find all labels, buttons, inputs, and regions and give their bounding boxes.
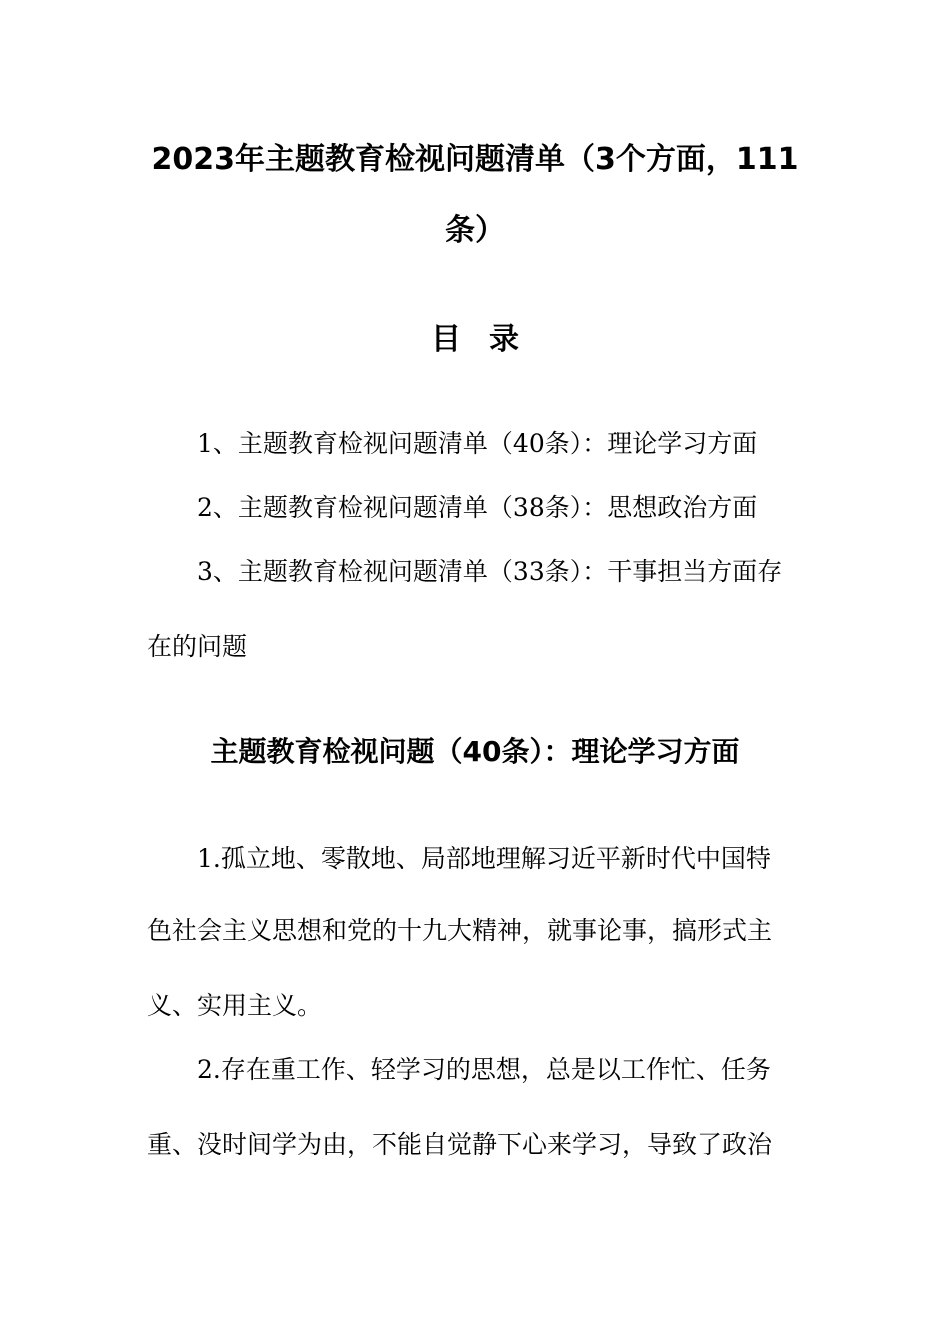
- paragraph-line: 义、实用主义。: [147, 991, 323, 1020]
- toc-item-1: 1、主题教育检视问题清单（40条）：理论学习方面: [197, 429, 758, 458]
- toc-heading: 目录: [431, 322, 547, 357]
- toc-item-3: 3、主题教育检视问题清单（33条）：干事担当方面存: [197, 557, 783, 586]
- toc-item-3-continuation: 在的问题: [147, 632, 248, 661]
- paragraph-line: 重、没时间学为由，不能自觉静下心来学习，导致了政治: [147, 1130, 773, 1159]
- paragraph-line: 1.孤立地、零散地、局部地理解习近平新时代中国特: [197, 844, 771, 873]
- document-title-line-1: 2023年主题教育检视问题清单（3个方面，111: [151, 142, 799, 177]
- paragraph-line: 2.存在重工作、轻学习的思想，总是以工作忙、任务: [197, 1055, 771, 1084]
- toc-item-2: 2、主题教育检视问题清单（38条）：思想政治方面: [197, 493, 758, 522]
- section-heading: 主题教育检视问题（40条）：理论学习方面: [210, 735, 740, 768]
- document-title-line-2: 条）: [445, 213, 505, 248]
- paragraph-line: 色社会主义思想和党的十九大精神，就事论事，搞形式主: [147, 916, 773, 945]
